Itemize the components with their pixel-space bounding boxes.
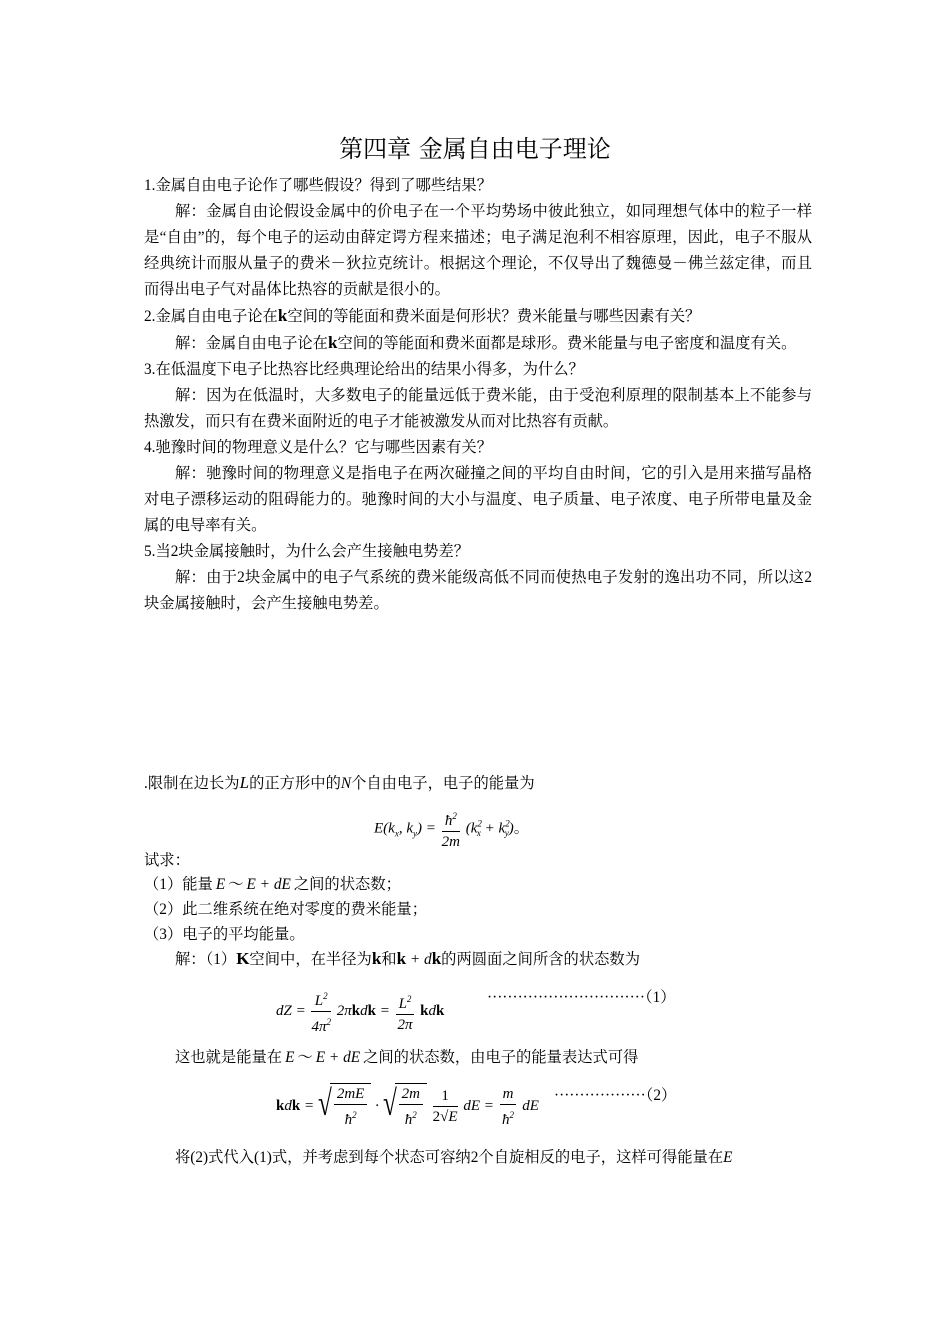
answer-3: 解：因为在低温时，大多数电子的能量远低于费米能，由于受泡利原理的限制基本上不能参与热激发，而只有在费米面附近的电子才能被激发从而对比热容有贡献。 xyxy=(144,387,812,430)
equation-1-tag: ·······························（1） xyxy=(487,989,676,1006)
equation-2-tag: ··················（2） xyxy=(554,1087,677,1104)
equation-2: kdk = √ $\frac{2mE}{ħ^2}$ · √ $\frac{2m}{ħ^2}$ $\frac{1}{2√E}$ dE = $\frac{m}{ħ^2}$ dE xyxy=(276,1083,539,1128)
solution-line-1: 解：（1）K空间中，在半径为k和k + dk的两圆面之间所含的状态数为 xyxy=(175,949,641,968)
problem-item-1: （1）能量 E ～ E + dE 之间的状态数； xyxy=(144,876,401,893)
k-symbol: k xyxy=(327,333,338,352)
chapter-title: 第四章 金属自由电子理论 xyxy=(339,135,611,163)
question-3: 3.在低温度下电子比热容比经典理论给出的结果小得多，为什么？ xyxy=(144,361,584,378)
equation-1: dZ = $\frac{L^2}{4\pi^2}$ 2πkdk = $\frac{L^2}{2\pi}$ kdk xyxy=(276,986,444,1037)
energy-equation: $E(k_x$, $k_y$) = $\frac{ħ^2}{2m}$ $(k^2_x + k^2_y)$。 xyxy=(374,806,529,852)
solution-line-3: 将(2)式代入(1)式，并考虑到每个状态可容纳2个自旋相反的电子，这样可得能量在E xyxy=(175,1149,733,1166)
question-4: 4.驰豫时间的物理意义是什么？它与哪些因素有关？ xyxy=(144,439,493,456)
question-1: 1.金属自由电子论作了哪些假设？得到了哪些结果？ xyxy=(144,177,493,194)
question-5: 5.当2块金属接触时，为什么会产生接触电势差？ xyxy=(144,543,470,560)
solution-line-2: 这也就是能量在 E ～ E + dE 之间的状态数，由电子的能量表达式可得 xyxy=(175,1049,639,1066)
problem-item-2: （2）此二维系统在绝对零度的费米能量； xyxy=(144,901,427,918)
answer-5: 解：由于2块金属中的电子气系统的费米能级高低不同而使热电子发射的逸出功不同，所以这2块金属接触时，会产生接触电势差。 xyxy=(144,569,812,612)
problem-item-3: （3）电子的平均能量。 xyxy=(144,926,305,943)
question-2: 2.金属自由电子论在k空间的等能面和费米面是何形状？费米能量与哪些因素有关？ xyxy=(144,306,701,325)
answer-2: 解：金属自由电子论在k空间的等能面和费米面都是球形。费米能量与电子密度和温度有关。 xyxy=(175,333,797,352)
answer-4: 解：驰豫时间的物理意义是指电子在两次碰撞之间的平均自由时间，它的引入是用来描写晶格对电子漂移运动的阻碍能力的。驰豫时间的大小与温度、电子质量、电子浓度、电子所带电量及金属的电导率有关。 xyxy=(144,465,812,534)
k-symbol: k xyxy=(277,306,288,325)
answer-1: 解：金属自由论假设金属中的价电子在一个平均势场中彼此独立，如同理想气体中的粒子一样是“自由”的，每个电子的运动由薛定谔方程来描述；电子满足泡利不相容原理，因此，电子不服从经典统计而服从量子的费米－狄拉克统计。根据这个理论，不仅导出了魏德曼－佛兰兹定律，而且而得出电子气对晶体比热容的贡献是很小的。 xyxy=(144,203,812,298)
problem-intro: .限制在边长为L的正方形中的N个自由电子，电子的能量为 xyxy=(144,773,535,792)
qa-section xyxy=(144,173,812,617)
problem-ask: 试求： xyxy=(144,852,190,869)
